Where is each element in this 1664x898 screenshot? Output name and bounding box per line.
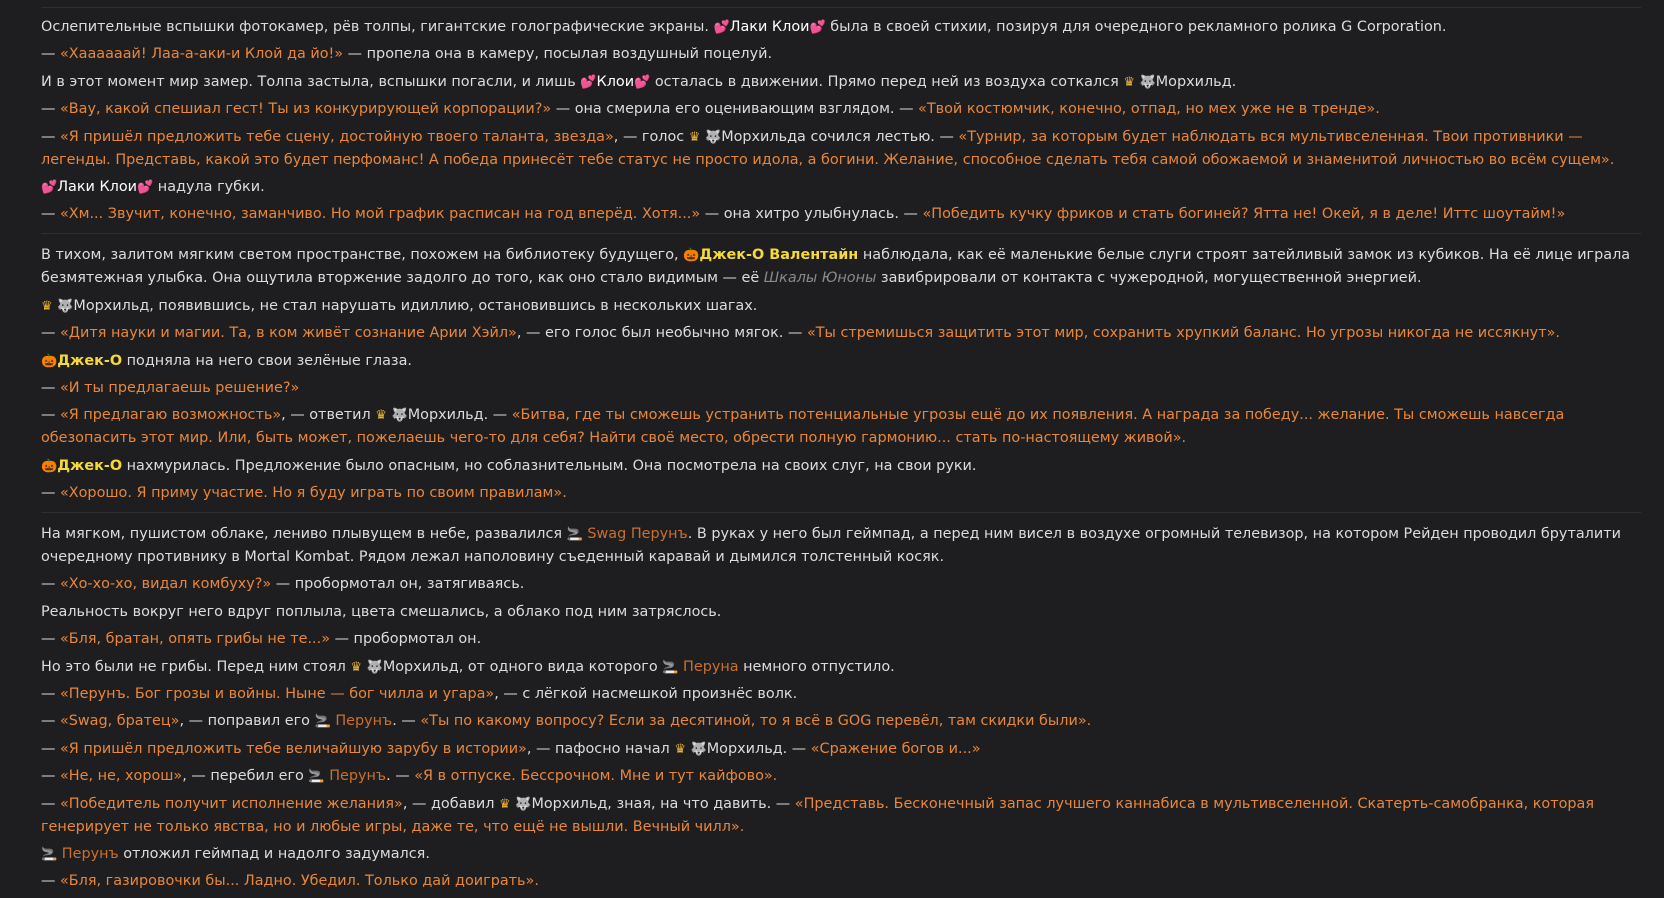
cigarette-icon: 🚬 [566,527,583,543]
quote: «Я пришёл предложить тебе величайшую зарубу в истории» [59,740,527,757]
narration: , — добавил [402,795,500,812]
character-perun: Перунъ [61,845,119,862]
character-perun: Перунъ [335,713,393,730]
pumpkin-icon: 🎃 [41,458,58,474]
heart-icon: 💕 [634,74,651,90]
narration: . — [386,768,415,785]
message [41,738,1641,761]
quote: «Сражение богов и...» [810,740,981,757]
dash: — [41,325,60,342]
narration: отложил геймпад и надолго задумался. [118,845,430,862]
heart-icon: 💕 [41,179,58,195]
dash: — [41,128,60,145]
message [41,601,1641,624]
dash: — [41,713,60,730]
crown-icon: ♛ [674,741,686,757]
quote: «Хорошо. Я приму участие. Но я буду играть по своим правилам». [59,485,567,502]
quote: «Вау, какой спешиал гест! Ты из конкурирующей корпорации?» [59,101,552,118]
quote: «Хо-хо-хо, видал комбуху?» [59,576,272,593]
heart-icon: 💕 [809,20,826,35]
character-morh: Морхильд [1155,73,1232,90]
wolf-icon: 🐺 [57,298,74,314]
quote: «Бля, газировочки бы... Ладно. Убедил. Только дай доиграть». [59,873,539,890]
narration: , — поправил его [179,713,315,730]
narration: была в своей стихии, позируя для очередного рекламного ролика G Corporation. [825,19,1447,35]
wolf-icon: 🐺 [1139,74,1156,90]
dash: — [41,206,60,223]
quote: «Не, не, хорош» [59,768,183,785]
character-morh: Морхильд [73,297,150,314]
narration: В тихом, залитом мягким светом пространстве, похожем на библиотеку будущего, [41,247,684,264]
message: — «Я пришёл предложить тебе сцену, достойную твоего таланта, звезда», — голос ♛ 🐺Морхильда сочился лестью. — «Турнир, за которым будет наблюдать вся мультивселенная. Твои противники — легенды. Представь, какой это будет перфоманс! А победа принесёт тебе статус не просто идола, а богини. Желание, способное сделать тебя самой обожаемой и знаменитой личностью во всём сущем». [41,128,1615,168]
message: И в этот момент мир замер. Толпа застыла, вспышки погасли, и лишь 💕Клои💕 осталась в движении. Прямо перед ней из воздуха соткался ♛ 🐺Морхильд. [41,73,1237,90]
character-perun: Перунъ [329,768,387,785]
character-morh: Морхильд [706,740,783,757]
message [41,793,1641,839]
quote: «Бля, братан, опять грибы не те...» [59,631,331,648]
cigarette-icon: 🚬 [314,714,331,730]
quote: «Я предлагаю возможность» [59,407,282,424]
narration: . — [392,713,421,730]
wolf-icon: 🐺 [690,741,707,757]
quote: «Хаааааай! Лаа-а-аки-и Клой да йо!» [59,46,344,63]
narration: — она хитро улыбнулась. — [700,206,923,223]
narration: , зная, на что давить. — [607,795,795,812]
narration: На мягком, пушистом облаке, лениво плывущем в небе, развалился [41,526,567,543]
narration: И в этот момент мир замер. Толпа застыла, вспышки погасли, и лишь [41,73,581,90]
dash: — [41,407,60,424]
character-lucky: Лаки Клои [57,178,138,195]
narration: надула губки. [153,178,265,195]
quote: «Я пришёл предложить тебе сцену, достойную твоего таланта, звезда» [59,128,614,145]
narration: — пробормотал он, затягиваясь. [271,576,525,593]
divider [41,7,1641,8]
narration: наблюдала, как её маленькие белые слуги строят затейливый замок из кубиков. На её лице играла безмятежная улыбка. Она ощутила вторжение задолго до того, как оно стало видимым — её [41,247,1631,287]
dash: — [41,740,60,757]
character-morh: Морхильд [531,795,608,812]
quote: «Представь. Бесконечный запас лучшего каннабиса в мультивселенной. Скатерть-самобранка, которая генерирует не только явства, но и любые игры, даже те, что ещё не вышли. Вечный чилл». [41,795,1595,835]
quote: «Победить кучку фриков и стать богиней? Ятта не! Окей, я в деле! Иттс шоутайм!» [922,206,1566,223]
quote: «Я в отпуске. Бессрочном. Мне и тут кайфово». [414,768,778,785]
quote: «Победитель получит исполнение желания» [59,795,403,812]
dash: — [41,686,60,703]
quote: «Swag, братец» [59,713,180,730]
crown-icon: ♛ [1123,74,1135,90]
character-perun: Swag Перунъ [587,526,688,543]
dash: — [41,768,60,785]
cigarette-icon: 🚬 [308,769,325,785]
narration: немного отпустило. [738,658,895,675]
divider [41,233,1641,234]
message [41,683,1641,706]
narration: . — [782,740,811,757]
character-perun: Перуна [683,658,739,675]
narration: , — голос [613,128,689,145]
quote: «Турнир, за которым будет наблюдать вся мультивселенная. Твои противники — легенды. Представь, какой это будет перфоманс! А победа принесёт тебе статус не просто идола, а богини. Желание, способное сделать тебя самой обожаемой и знаменитой личностью во всём сущем». [41,128,1615,168]
wolf-icon: 🐺 [366,659,383,675]
quote: «Битва, где ты сможешь устранить потенциальные угрозы ещё до их появления. А награда за победу... желание. Ты сможешь навсегда обезопасить этот мир. Или, быть может, пожелаешь чего-то для себя? Найти своё место, обрести полную гармонию... стать по-настоящему живой». [41,407,1565,447]
message [41,98,1641,121]
message [41,573,1641,596]
message [41,482,1641,505]
message [41,350,1641,373]
message [41,628,1641,651]
message [41,870,1641,893]
post-jack-o [41,244,1641,505]
dash: — [41,795,60,812]
quote: «Ты стремишься защитить этот мир, сохранить хрупкий баланс. Но угрозы никогда не иссякнут». [806,325,1560,342]
wolf-icon: 🐺 [391,408,408,424]
narration: — пропела она в камеру, посылая воздушный поцелуй. [343,46,773,63]
post-lucky-kloi [41,16,1641,226]
narration: сочился лестью. — [805,128,959,145]
message [41,244,1641,290]
quote: «И ты предлагаешь решение?» [59,379,300,396]
character-jack: Джек-О [57,457,123,474]
narration: . В руках у него был геймпад, а перед ним висел в воздухе огромный телевизор, на котором Рейден проводил бруталити очередному противнику в Mortal Kombat. Рядом лежал наполовину съеденный каравай и дымился толстенный косяк. [41,526,1621,566]
narration: Реальность вокруг него вдруг поплыла, цвета смешались, а облако под ним затряслось. [41,603,722,620]
wolf-icon: 🐺 [705,129,722,145]
message [41,43,1641,66]
message [41,322,1641,345]
pumpkin-icon: 🎃 [683,248,700,264]
crown-icon: ♛ [499,796,511,812]
narration: — она смерила его оценивающим взглядом. — [551,101,919,118]
narration: , от одного вида которого [458,658,663,675]
character-jack: Джек-О Валентайн [699,247,859,264]
narration: , появившись, не стал нарушать идиллию, остановившись в нескольких шагах. [149,297,758,314]
narration: подняла на него свои зелёные глаза. [122,352,412,369]
message [41,16,1641,39]
character-morh: Морхильд [721,128,798,145]
wolf-icon: 🐺 [515,796,532,812]
message [41,843,1641,866]
narration: Но это были не грибы. Перед ним стоял [41,658,351,675]
crown-icon: ♛ [688,129,701,145]
character-morh: Морхильд [407,407,484,424]
heart-icon: 💕 [713,20,730,35]
message [41,765,1641,788]
heart-icon: 💕 [580,74,597,90]
chat-log [41,0,1641,898]
character-morh: Морхильд [382,658,459,675]
cigarette-icon: 🚬 [41,846,58,862]
crown-icon: ♛ [350,659,363,675]
narration: , — его голос был необычно мягок. — [516,325,807,342]
narration: , — ответил [281,407,376,424]
cigarette-icon: 🚬 [662,659,679,675]
character-lucky: Лаки Клои [729,19,810,35]
narration: завибрировали от контакта с чужеродной, могущественной энергией. [876,270,1422,287]
dash: — [41,631,60,648]
narration: , — перебил его [182,768,309,785]
quote: «Твой костюмчик, конечно, отпад, но мех уже не в тренде». [918,101,1380,118]
dash: — [41,873,60,890]
narration: нахмурилась. Предложение было опасным, но соблазнительным. Она посмотрела на своих слуг, на свои руки. [122,457,977,474]
dash: — [41,485,60,502]
post-perun [41,523,1641,893]
dash: — [41,46,60,63]
divider [41,512,1641,513]
narration: . — [483,407,512,424]
crown-icon: ♛ [375,408,387,424]
message [41,377,1641,400]
narration: , — с лёгкой насмешкой произнёс волк. [494,686,798,703]
character-kloi: Клои [596,73,635,90]
message [41,656,1641,679]
narration: осталась в движении. Прямо перед ней из воздуха соткался [650,73,1124,90]
pumpkin-icon: 🎃 [41,353,58,369]
message [41,176,1641,199]
dash: — [41,379,60,396]
message [41,523,1641,569]
quote: «Ты по какому вопросу? Если за десятиной, то я всё в GOG перевёл, там скидки были». [420,713,1092,730]
narration: Ослепительные вспышки фотокамер, рёв толпы, гигантские голографические экраны. [41,19,714,35]
message [41,203,1641,226]
message [41,455,1641,478]
character-jack: Джек-О [57,352,123,369]
quote: «Хм... Звучит, конечно, заманчиво. Но мой график расписан на год вперёд. Хотя...» [59,206,701,223]
heart-icon: 💕 [137,179,154,195]
quote: «Дитя науки и магии. Та, в ком живёт сознание Арии Хэйл» [59,325,517,342]
narration: , — пафосно начал [526,740,675,757]
crown-icon: ♛ [41,298,53,314]
message [41,710,1641,733]
thought: Шкалы Юноны [763,270,877,287]
quote: «Перунъ. Бог грозы и войны. Ныне — бог чилла и угара» [59,686,495,703]
dash: — [41,101,60,118]
message [41,404,1641,450]
message [41,295,1641,318]
dash: — [41,576,60,593]
narration: — пробормотал он. [330,631,482,648]
